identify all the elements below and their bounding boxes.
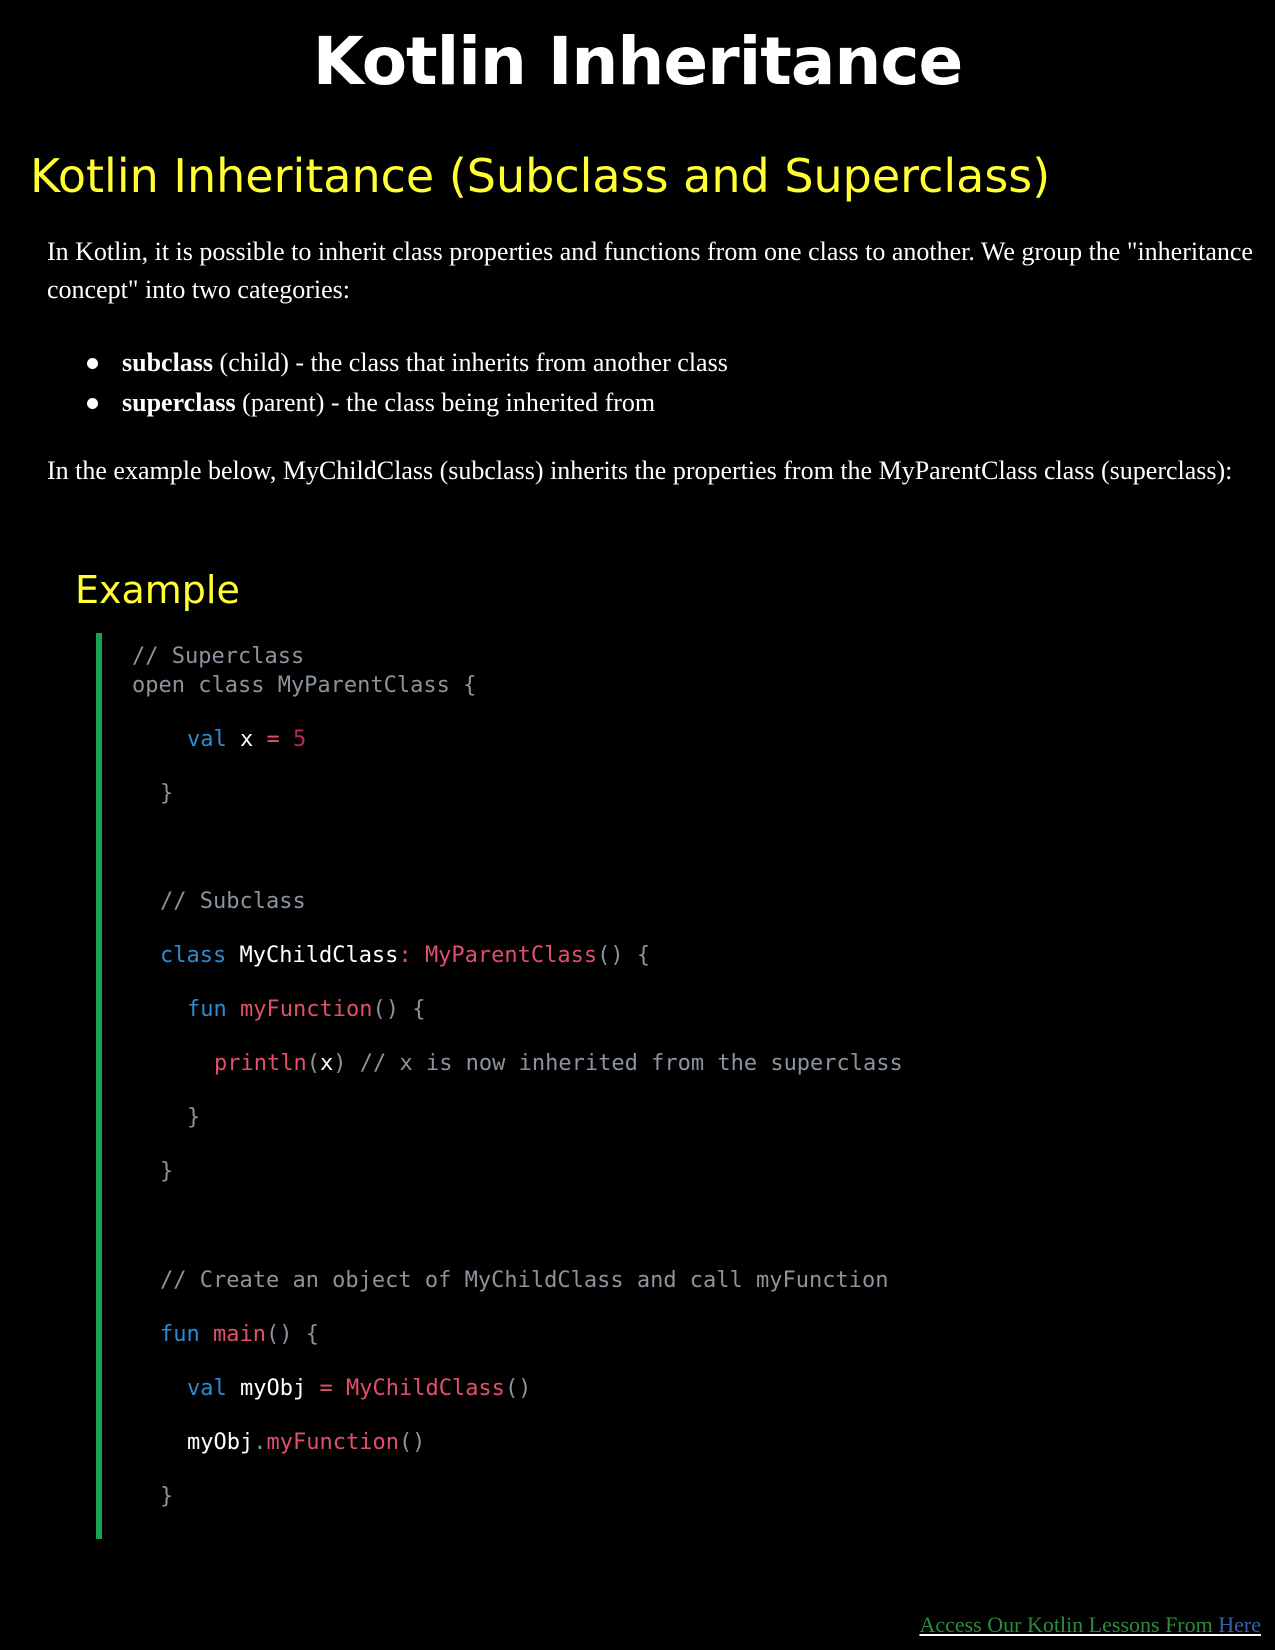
code-operator: : xyxy=(398,943,412,968)
footer-link-text[interactable]: Access Our Kotlin Lessons From xyxy=(919,1612,1219,1637)
list-item xyxy=(47,343,728,383)
code-function: myFunction xyxy=(240,997,373,1022)
code-identifier: myObj xyxy=(240,1376,307,1401)
code-keyword: fun xyxy=(160,1322,200,1347)
code-line xyxy=(214,1049,903,1079)
category-list xyxy=(47,343,728,423)
code-keyword: val xyxy=(187,1376,227,1401)
code-line xyxy=(187,995,425,1025)
code-punctuation: . xyxy=(253,1430,267,1455)
code-line xyxy=(160,1320,319,1350)
term-superclass: superclass xyxy=(122,388,236,417)
code-line: } xyxy=(160,1484,174,1509)
code-block-accent-bar xyxy=(96,633,102,1539)
code-function: MyParentClass xyxy=(424,943,598,968)
code-operator: = xyxy=(319,1376,333,1401)
code-punctuation: ( xyxy=(306,1051,320,1076)
code-line: // Subclass xyxy=(160,889,306,914)
code-punctuation: ) xyxy=(333,1051,347,1076)
code-line xyxy=(187,1374,531,1404)
code-function: myFunction xyxy=(266,1430,399,1455)
code-operator: = xyxy=(266,727,280,752)
term-description: (parent) - the class being inherited from xyxy=(235,388,656,417)
code-number: 5 xyxy=(293,727,307,752)
code-keyword: fun xyxy=(187,997,227,1022)
example-heading: Example xyxy=(75,568,240,612)
example-paragraph: In the example below, MyChildClass (subclass) inherits the properties from the MyParentClass class (superclass): xyxy=(47,456,1233,485)
code-identifier: MyChildClass xyxy=(239,943,399,968)
code-identifier: myObj xyxy=(187,1430,254,1455)
code-punctuation: () { xyxy=(597,943,651,968)
footer-link-here[interactable]: Here xyxy=(1218,1612,1261,1637)
code-line xyxy=(160,941,650,971)
code-punctuation: () { xyxy=(265,1322,319,1347)
code-identifier: x xyxy=(319,1051,334,1076)
code-function: main xyxy=(213,1322,266,1347)
code-punctuation: () xyxy=(398,1430,426,1455)
code-function: MyChildClass xyxy=(345,1376,505,1401)
footer-lessons-link[interactable] xyxy=(919,1610,1261,1640)
bullet-icon xyxy=(87,358,98,369)
code-keyword: class xyxy=(160,943,227,968)
code-line: } xyxy=(187,1105,201,1130)
code-line xyxy=(187,1428,425,1458)
code-punctuation: () { xyxy=(372,997,426,1022)
intro-paragraph: In Kotlin, it is possible to inherit class properties and functions from one class to another. We group the "inheritance concept" into two categories: xyxy=(47,237,1253,304)
list-item xyxy=(47,383,728,423)
section-heading: Kotlin Inheritance (Subclass and Superclass) xyxy=(30,149,1051,203)
code-line: } xyxy=(160,781,174,806)
code-line xyxy=(187,725,306,755)
code-identifier: x xyxy=(240,727,254,752)
page-title: Kotlin Inheritance xyxy=(312,23,963,100)
code-function: println xyxy=(214,1051,307,1076)
term-subclass: subclass xyxy=(122,348,214,377)
code-keyword: val xyxy=(187,727,227,752)
bullet-icon xyxy=(87,398,98,409)
code-comment: // x is now inherited from the superclass xyxy=(359,1051,903,1076)
code-line: open class MyParentClass { xyxy=(132,673,477,698)
code-punctuation: () xyxy=(504,1376,532,1401)
term-description: (child) - the class that inherits from another class xyxy=(213,348,728,377)
code-line: } xyxy=(160,1159,174,1184)
code-line: // Superclass xyxy=(132,644,305,669)
code-line: // Create an object of MyChildClass and call myFunction xyxy=(160,1268,889,1293)
